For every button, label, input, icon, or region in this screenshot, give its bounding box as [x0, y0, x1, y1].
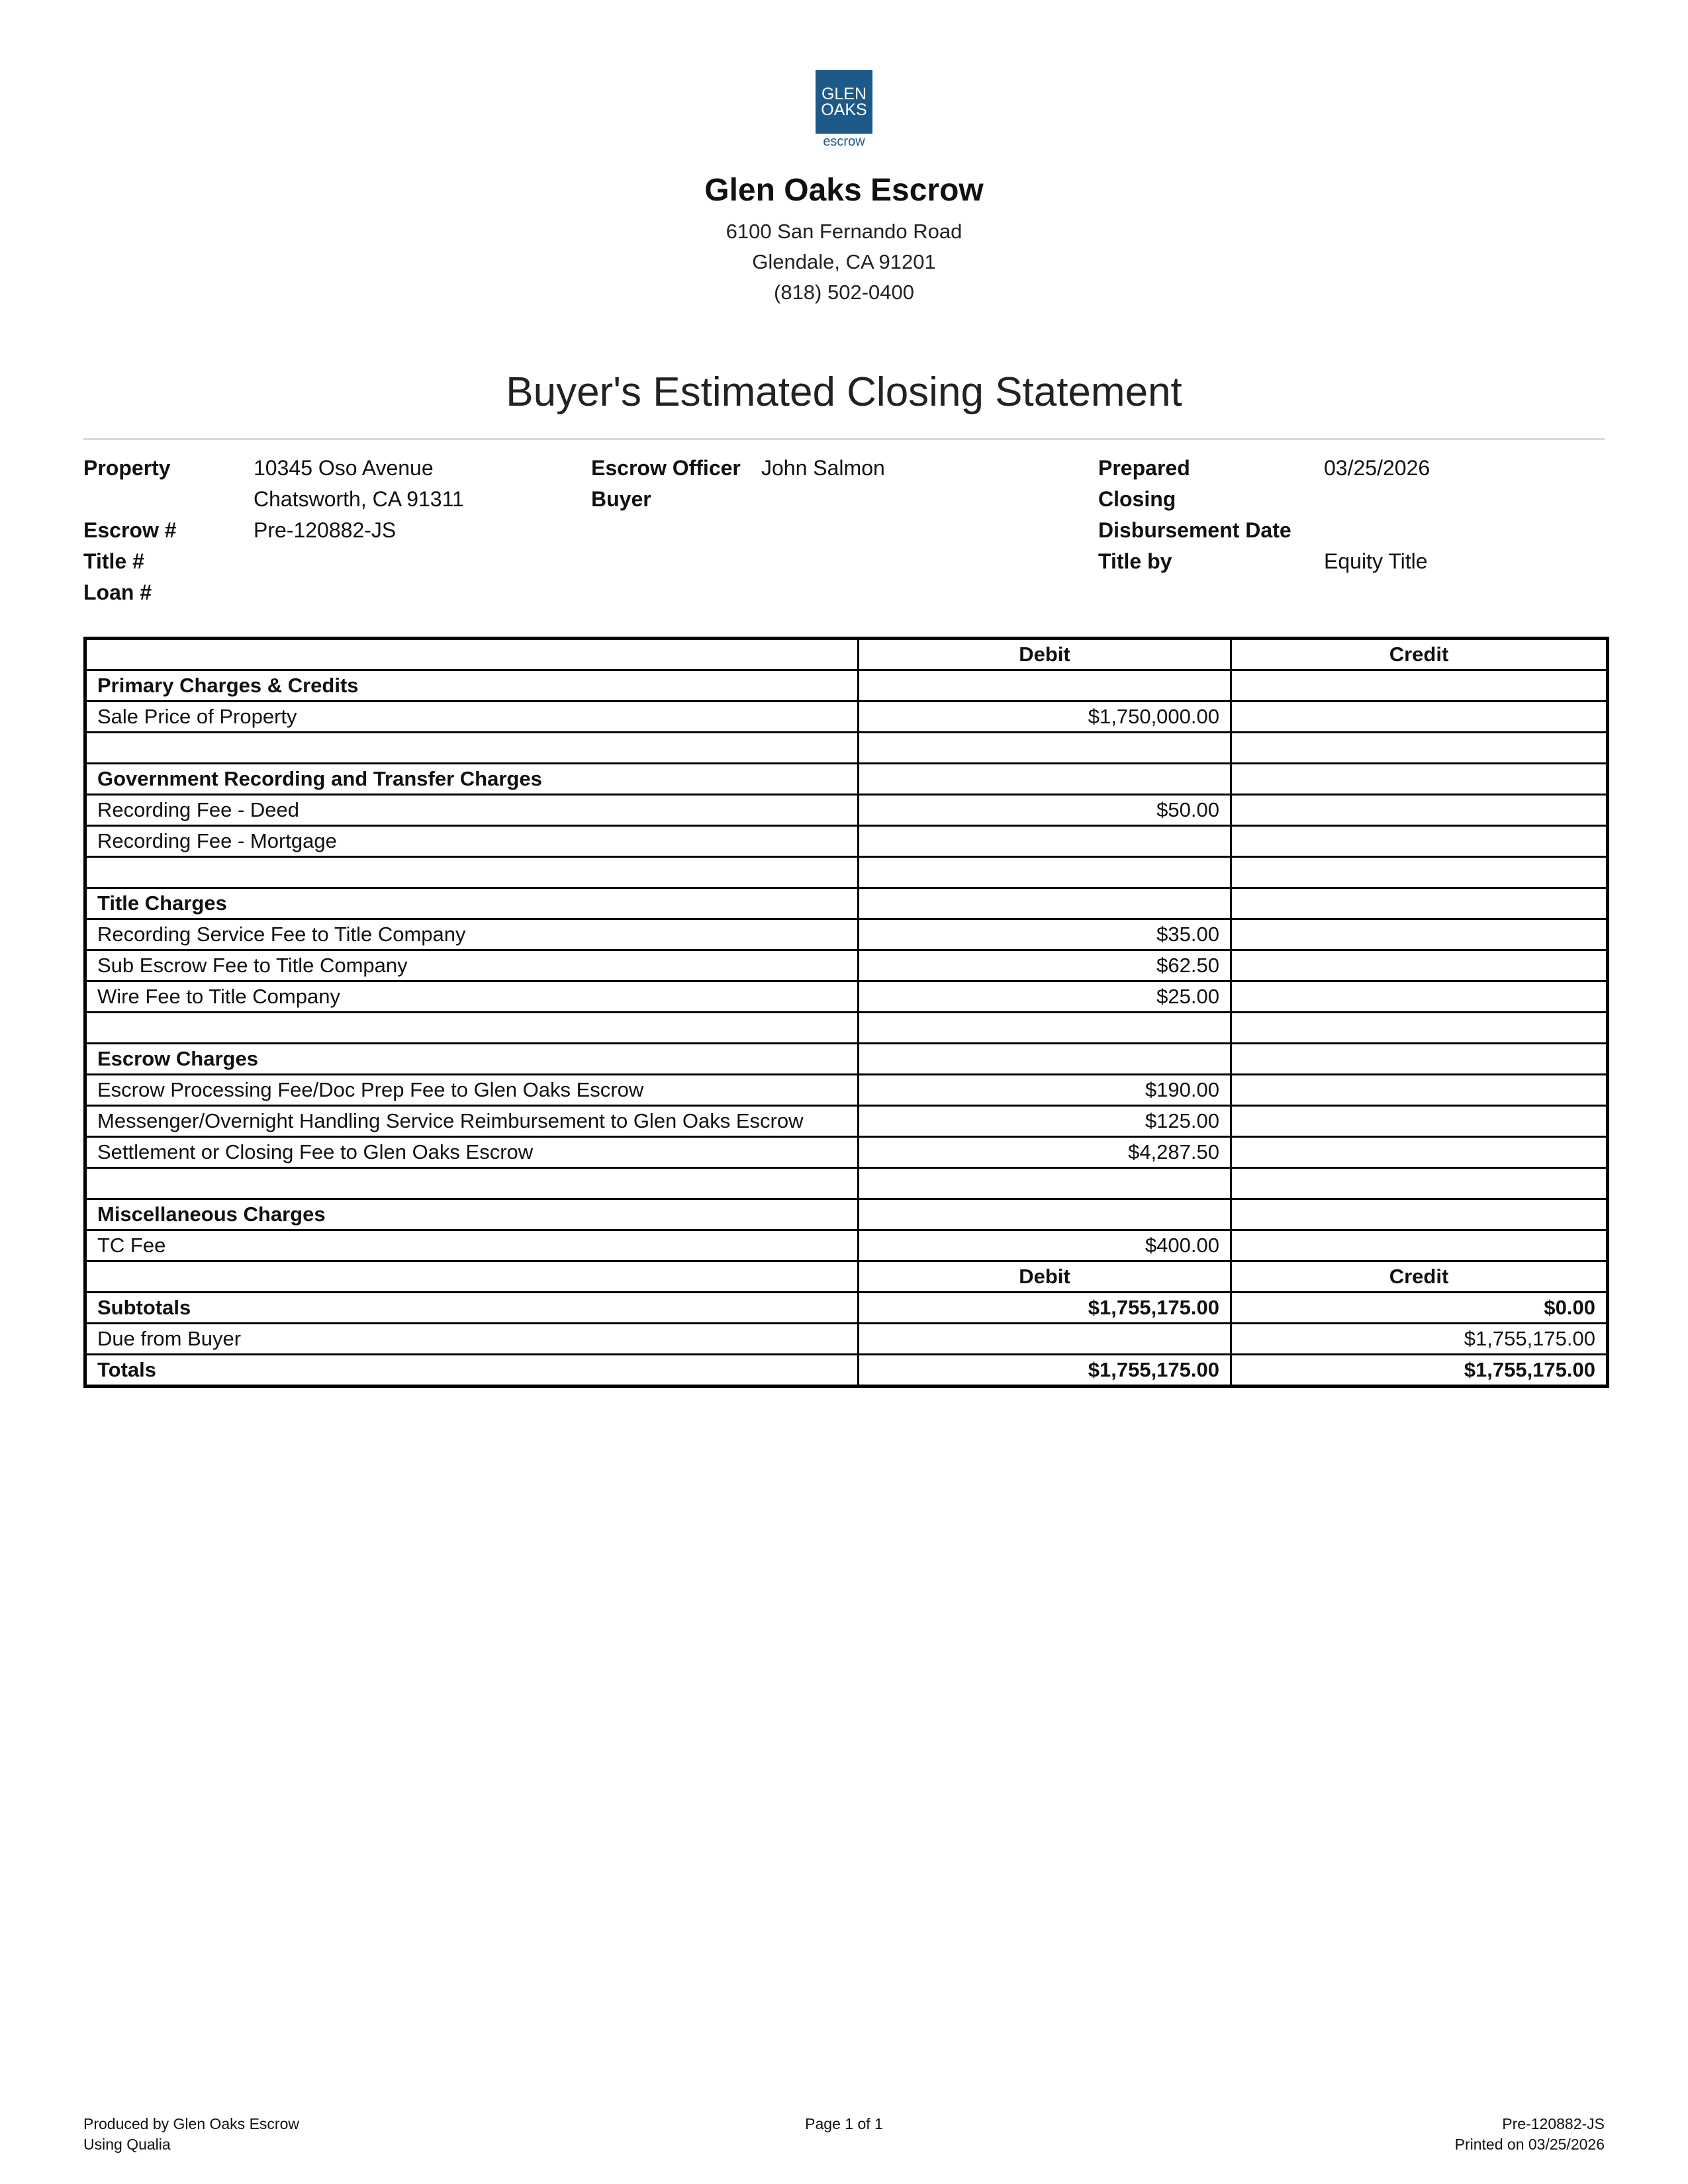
row-credit: [1231, 888, 1608, 919]
row-debit: [859, 1044, 1231, 1075]
table-row: [85, 888, 1608, 919]
row-credit: [1231, 919, 1608, 950]
row-label: Messenger/Overnight Handling Service Reimbursement to Glen Oaks Escrow: [85, 1106, 859, 1137]
row-debit: [859, 1168, 1231, 1199]
company-address-line-2: Glendale, CA 91201: [752, 250, 936, 273]
row-credit: [1231, 1013, 1608, 1044]
header-label-cell: [85, 639, 859, 670]
row-credit: [1231, 1199, 1608, 1230]
logo-line-1: GLEN: [821, 85, 867, 103]
company-logo: [816, 70, 872, 151]
title-by-value: Equity Title: [1324, 549, 1428, 573]
title-number-label: Title #: [83, 549, 144, 573]
totals-label: Totals: [85, 1355, 859, 1387]
escrow-number-value: Pre-120882-JS: [254, 518, 397, 542]
row-label: Title Charges: [85, 888, 859, 919]
row-label: Settlement or Closing Fee to Glen Oaks Escrow: [85, 1137, 859, 1168]
due-from-buyer-credit: $1,755,175.00: [1231, 1324, 1608, 1355]
row-debit: [859, 764, 1231, 795]
row-label: Sale Price of Property: [85, 702, 859, 733]
table-row: [85, 1044, 1608, 1075]
row-credit: [1231, 1230, 1608, 1261]
row-credit: [1231, 826, 1608, 857]
row-credit: [1231, 1075, 1608, 1106]
row-label: Government Recording and Transfer Charges: [85, 764, 859, 795]
property-address-line-2: Chatsworth, CA 91311: [254, 487, 464, 511]
row-credit: [1231, 1044, 1608, 1075]
row-label: [85, 1168, 859, 1199]
row-label: Recording Fee - Deed: [85, 795, 859, 826]
table-row: [85, 919, 1608, 950]
logo-tagline: escrow: [823, 134, 865, 149]
company-name: Glen Oaks Escrow: [704, 173, 984, 208]
company-address-line-1: 6100 San Fernando Road: [726, 220, 962, 243]
row-label: Escrow Charges: [85, 1044, 859, 1075]
closing-label: Closing: [1098, 487, 1176, 511]
due-from-buyer-label: Due from Buyer: [85, 1324, 859, 1355]
row-debit: [859, 733, 1231, 764]
row-label: TC Fee: [85, 1230, 859, 1261]
row-debit: [859, 857, 1231, 888]
footer-right: [1455, 2114, 1605, 2155]
row-debit: $50.00: [859, 795, 1231, 826]
row-credit: [1231, 670, 1608, 702]
subtotals-label: Subtotals: [85, 1293, 859, 1324]
row-credit: [1231, 1106, 1608, 1137]
credit-header: Credit: [1231, 639, 1608, 670]
subtotals-row: [85, 1293, 1608, 1324]
table-row: [85, 1168, 1608, 1199]
footer-page-number: Page 1 of 1: [805, 2115, 883, 2132]
table-row: [85, 826, 1608, 857]
footer-printed-date: Printed on 03/25/2026: [1454, 2136, 1605, 2153]
row-debit: [859, 670, 1231, 702]
table-header-row: [85, 639, 1608, 670]
escrow-officer-label: Escrow Officer: [591, 456, 741, 480]
row-debit: $1,750,000.00: [859, 702, 1231, 733]
property-label: Property: [83, 456, 171, 480]
table-row: [85, 950, 1608, 981]
table-row: [85, 981, 1608, 1013]
table-row: [85, 1199, 1608, 1230]
table-row: [85, 1230, 1608, 1261]
summary-header-label-cell: [85, 1261, 859, 1293]
logo-line-2: OAKS: [821, 101, 867, 119]
row-debit: $400.00: [859, 1230, 1231, 1261]
row-debit: $35.00: [859, 919, 1231, 950]
table-row: [85, 1075, 1608, 1106]
summary-header-row: [85, 1261, 1608, 1293]
row-debit: $4,287.50: [859, 1137, 1231, 1168]
row-label: Wire Fee to Title Company: [85, 981, 859, 1013]
total-credit: $1,755,175.00: [1231, 1355, 1608, 1387]
row-credit: [1231, 733, 1608, 764]
title-divider: [83, 438, 1605, 440]
table-row: [85, 702, 1608, 733]
row-credit: [1231, 795, 1608, 826]
table-row: [85, 795, 1608, 826]
buyer-label: Buyer: [591, 487, 651, 511]
table-row: [85, 1106, 1608, 1137]
table-row: [85, 733, 1608, 764]
escrow-officer-value: John Salmon: [761, 456, 885, 480]
row-credit: [1231, 950, 1608, 981]
company-phone: (818) 502-0400: [774, 281, 914, 304]
logo-mark: [816, 70, 872, 134]
row-debit: $62.50: [859, 950, 1231, 981]
loan-number-label: Loan #: [83, 580, 152, 604]
table-row: [85, 857, 1608, 888]
row-label: [85, 733, 859, 764]
row-debit: [859, 888, 1231, 919]
row-label: [85, 1013, 859, 1044]
row-debit: $125.00: [859, 1106, 1231, 1137]
row-debit: $190.00: [859, 1075, 1231, 1106]
row-debit: [859, 826, 1231, 857]
row-label: Sub Escrow Fee to Title Company: [85, 950, 859, 981]
table-row: [85, 1013, 1608, 1044]
footer-file-number: Pre-120882-JS: [1502, 2115, 1605, 2132]
row-label: Escrow Processing Fee/Doc Prep Fee to Glen Oaks Escrow: [85, 1075, 859, 1106]
row-debit: $25.00: [859, 981, 1231, 1013]
row-debit: [859, 1199, 1231, 1230]
row-label: [85, 857, 859, 888]
row-label: Recording Service Fee to Title Company: [85, 919, 859, 950]
title-by-label: Title by: [1098, 549, 1172, 573]
summary-debit-header: Debit: [859, 1261, 1231, 1293]
total-debit: $1,755,175.00: [859, 1355, 1231, 1387]
debit-header: Debit: [859, 639, 1231, 670]
prepared-date: 03/25/2026: [1324, 456, 1430, 480]
closing-statement-table: [83, 637, 1609, 1388]
totals-row: [85, 1355, 1608, 1387]
property-address-line-1: 10345 Oso Avenue: [254, 456, 434, 480]
row-label: Recording Fee - Mortgage: [85, 826, 859, 857]
footer-using: Using Qualia: [83, 2136, 171, 2153]
row-label: Primary Charges & Credits: [85, 670, 859, 702]
subtotal-credit: $0.00: [1231, 1293, 1608, 1324]
table-row: [85, 1137, 1608, 1168]
table-row: [85, 670, 1608, 702]
table-row: [85, 764, 1608, 795]
footer-produced-by: Produced by Glen Oaks Escrow: [83, 2115, 299, 2132]
disbursement-date-label: Disbursement Date: [1098, 518, 1291, 542]
row-debit: [859, 1013, 1231, 1044]
due-from-buyer-row: [85, 1324, 1608, 1355]
escrow-number-label: Escrow #: [83, 518, 177, 542]
row-credit: [1231, 1168, 1608, 1199]
row-label: Miscellaneous Charges: [85, 1199, 859, 1230]
row-credit: [1231, 1137, 1608, 1168]
row-credit: [1231, 857, 1608, 888]
prepared-label: Prepared: [1098, 456, 1190, 480]
row-credit: [1231, 764, 1608, 795]
page-title: Buyer's Estimated Closing Statement: [506, 369, 1182, 415]
due-from-buyer-debit: [859, 1324, 1231, 1355]
summary-credit-header: Credit: [1231, 1261, 1608, 1293]
subtotal-debit: $1,755,175.00: [859, 1293, 1231, 1324]
row-credit: [1231, 981, 1608, 1013]
row-credit: [1231, 702, 1608, 733]
